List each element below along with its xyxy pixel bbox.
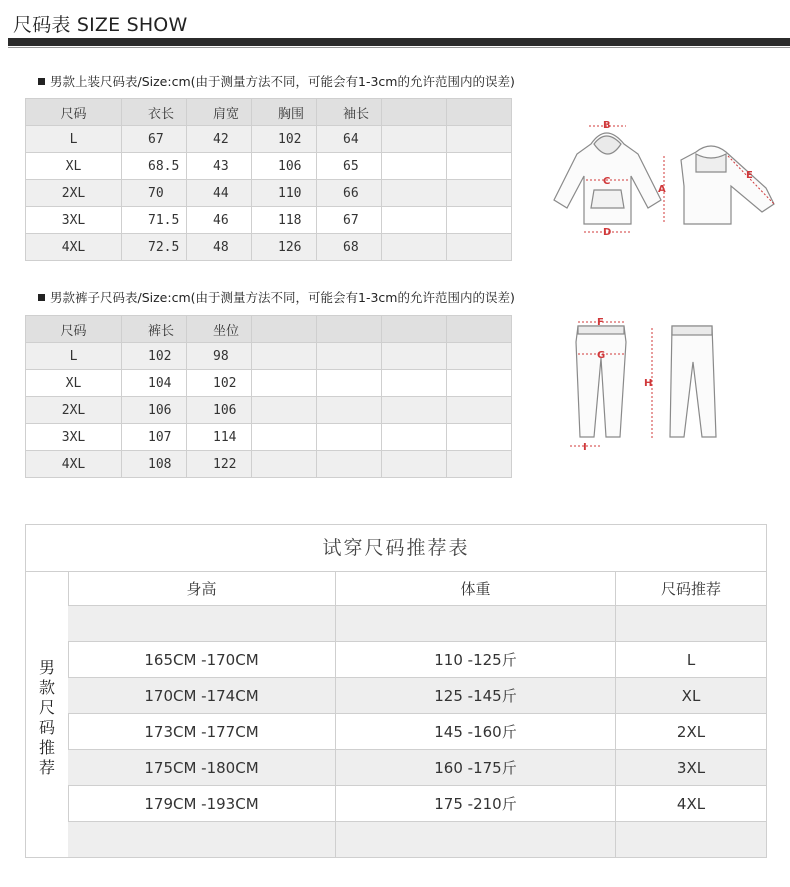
table-row bbox=[68, 714, 766, 750]
table-cell bbox=[447, 397, 512, 424]
table-cell: 2XL bbox=[616, 714, 766, 750]
label-g: G bbox=[597, 350, 606, 361]
label-h: H bbox=[644, 378, 653, 389]
table-cell: 114 bbox=[187, 424, 252, 451]
pants-table-caption bbox=[38, 288, 515, 306]
table-cell: 98 bbox=[187, 343, 252, 370]
table-cell bbox=[447, 451, 512, 478]
table-cell bbox=[68, 822, 336, 858]
header-divider-thin bbox=[8, 47, 790, 48]
label-i: I bbox=[583, 442, 587, 453]
table-row bbox=[68, 642, 766, 678]
table-cell: 110 -125斤 bbox=[336, 642, 616, 678]
table-cell: 126 bbox=[252, 234, 317, 261]
table-cell: 122 bbox=[187, 451, 252, 478]
table-cell bbox=[447, 180, 512, 207]
table-cell: 106 bbox=[252, 153, 317, 180]
table-cell: 43 bbox=[187, 153, 252, 180]
table-cell: 2XL bbox=[26, 397, 122, 424]
table-cell bbox=[336, 606, 616, 642]
header-divider bbox=[8, 38, 790, 46]
table-cell: 4XL bbox=[616, 786, 766, 822]
table-row bbox=[68, 750, 766, 786]
table-cell bbox=[382, 207, 447, 234]
pants-size-table bbox=[25, 315, 512, 478]
table-cell bbox=[447, 207, 512, 234]
table-cell: L bbox=[26, 126, 122, 153]
table-cell bbox=[382, 397, 447, 424]
table-cell bbox=[382, 180, 447, 207]
table-cell: 64 bbox=[317, 126, 382, 153]
table-row bbox=[68, 678, 766, 714]
bullet-square-icon bbox=[38, 294, 45, 301]
top-caption-text: 男款上装尺码表/Size:cm(由于测量方法不同，可能会有1-3cm的允许范围内的误差) bbox=[50, 74, 515, 89]
table-cell: 145 -160斤 bbox=[336, 714, 616, 750]
table-cell: 107 bbox=[122, 424, 187, 451]
table-cell bbox=[317, 451, 382, 478]
table-header-row bbox=[26, 316, 512, 343]
table-cell: 3XL bbox=[26, 424, 122, 451]
table-cell: 68 bbox=[317, 234, 382, 261]
table-cell: 179CM -193CM bbox=[68, 786, 336, 822]
table-cell: 170CM -174CM bbox=[68, 678, 336, 714]
table-row bbox=[26, 370, 512, 397]
table-row bbox=[26, 126, 512, 153]
table-cell: 106 bbox=[187, 397, 252, 424]
table-cell: 108 bbox=[122, 451, 187, 478]
hoodie-measurement-diagram bbox=[536, 112, 780, 247]
table-header-cell bbox=[252, 316, 317, 343]
table-cell: 68.5 bbox=[122, 153, 187, 180]
table-row bbox=[26, 180, 512, 207]
side-label-char: 码 bbox=[38, 718, 55, 737]
table-cell bbox=[252, 370, 317, 397]
table-cell bbox=[252, 343, 317, 370]
table-cell: XL bbox=[616, 678, 766, 714]
table-cell bbox=[616, 606, 766, 642]
table-cell: 67 bbox=[122, 126, 187, 153]
page-title: 尺码表 SIZE SHOW bbox=[13, 14, 188, 36]
header-weight: 体重 bbox=[336, 572, 616, 606]
pants-measurement-diagram bbox=[556, 312, 736, 457]
table-header-cell bbox=[382, 99, 447, 126]
table-header-cell bbox=[447, 316, 512, 343]
label-c: C bbox=[603, 176, 611, 187]
table-cell bbox=[252, 451, 317, 478]
table-cell bbox=[447, 370, 512, 397]
table-row bbox=[26, 424, 512, 451]
table-cell: 102 bbox=[252, 126, 317, 153]
label-a: A bbox=[658, 184, 666, 195]
size-recommendation-table bbox=[25, 524, 767, 858]
table-cell: L bbox=[26, 343, 122, 370]
table-cell bbox=[317, 424, 382, 451]
table-cell: 3XL bbox=[26, 207, 122, 234]
table-cell bbox=[252, 397, 317, 424]
table-cell: 2XL bbox=[26, 180, 122, 207]
table-row bbox=[26, 343, 512, 370]
table-cell: 165CM -170CM bbox=[68, 642, 336, 678]
table-header-cell: 尺码 bbox=[26, 316, 122, 343]
table-cell: 118 bbox=[252, 207, 317, 234]
table-cell: 72.5 bbox=[122, 234, 187, 261]
table-header-cell: 裤长 bbox=[122, 316, 187, 343]
table-cell bbox=[382, 451, 447, 478]
table-cell bbox=[382, 234, 447, 261]
top-size-table bbox=[25, 98, 512, 261]
table-header-cell bbox=[382, 316, 447, 343]
table-row bbox=[68, 786, 766, 822]
table-cell bbox=[317, 397, 382, 424]
table-header-cell: 肩宽 bbox=[187, 99, 252, 126]
table-cell bbox=[336, 822, 616, 858]
label-e: E bbox=[746, 170, 753, 181]
table-cell bbox=[317, 370, 382, 397]
table-cell: 102 bbox=[187, 370, 252, 397]
table-cell bbox=[382, 126, 447, 153]
table-row bbox=[26, 397, 512, 424]
table-cell: 110 bbox=[252, 180, 317, 207]
table-cell: 175CM -180CM bbox=[68, 750, 336, 786]
table-cell: XL bbox=[26, 153, 122, 180]
header-height: 身高 bbox=[68, 572, 336, 606]
table-cell: 44 bbox=[187, 180, 252, 207]
table-header-cell: 坐位 bbox=[187, 316, 252, 343]
table-cell: 106 bbox=[122, 397, 187, 424]
header-size: 尺码推荐 bbox=[616, 572, 766, 606]
table-cell: 175 -210斤 bbox=[336, 786, 616, 822]
table-cell: 3XL bbox=[616, 750, 766, 786]
table-header-cell: 尺码 bbox=[26, 99, 122, 126]
table-cell bbox=[447, 234, 512, 261]
table-cell: L bbox=[616, 642, 766, 678]
table-cell bbox=[382, 424, 447, 451]
table-header-cell bbox=[317, 316, 382, 343]
table-cell: 4XL bbox=[26, 234, 122, 261]
table-header-cell bbox=[447, 99, 512, 126]
table-cell bbox=[447, 126, 512, 153]
table-cell: 4XL bbox=[26, 451, 122, 478]
side-label-char: 尺 bbox=[38, 698, 55, 717]
table-cell bbox=[447, 153, 512, 180]
pants-caption-text: 男款裤子尺码表/Size:cm(由于测量方法不同，可能会有1-3cm的允许范围内的误差) bbox=[50, 290, 515, 305]
side-label-char: 款 bbox=[38, 678, 55, 697]
label-d: D bbox=[603, 227, 612, 238]
side-label-char: 男 bbox=[38, 658, 55, 677]
side-label-char: 推 bbox=[38, 738, 55, 757]
table-cell bbox=[382, 370, 447, 397]
table-cell: 173CM -177CM bbox=[68, 714, 336, 750]
table-cell bbox=[447, 424, 512, 451]
table-cell bbox=[447, 343, 512, 370]
table-header-cell: 衣长 bbox=[122, 99, 187, 126]
recommendation-title: 试穿尺码推荐表 bbox=[26, 525, 766, 572]
top-table-caption bbox=[38, 72, 515, 90]
table-cell: XL bbox=[26, 370, 122, 397]
page-header bbox=[0, 0, 790, 44]
table-cell: 48 bbox=[187, 234, 252, 261]
table-cell: 42 bbox=[187, 126, 252, 153]
table-row bbox=[26, 451, 512, 478]
table-cell: 104 bbox=[122, 370, 187, 397]
table-cell: 66 bbox=[317, 180, 382, 207]
table-cell: 46 bbox=[187, 207, 252, 234]
table-cell: 125 -145斤 bbox=[336, 678, 616, 714]
table-row bbox=[26, 207, 512, 234]
table-cell: 70 bbox=[122, 180, 187, 207]
recommendation-side-label bbox=[26, 658, 68, 778]
table-cell bbox=[68, 606, 336, 642]
table-cell: 67 bbox=[317, 207, 382, 234]
table-header-cell: 袖长 bbox=[317, 99, 382, 126]
label-b: B bbox=[603, 120, 611, 131]
side-label-char: 荐 bbox=[38, 758, 55, 777]
table-row bbox=[26, 234, 512, 261]
table-header-cell: 胸围 bbox=[252, 99, 317, 126]
recommendation-side-column bbox=[26, 572, 69, 858]
bullet-square-icon bbox=[38, 78, 45, 85]
table-row bbox=[26, 153, 512, 180]
table-cell bbox=[252, 424, 317, 451]
label-f: F bbox=[597, 317, 604, 328]
table-row bbox=[68, 606, 766, 642]
table-cell bbox=[317, 343, 382, 370]
table-cell: 65 bbox=[317, 153, 382, 180]
table-cell: 160 -175斤 bbox=[336, 750, 616, 786]
table-cell bbox=[616, 822, 766, 858]
table-cell: 102 bbox=[122, 343, 187, 370]
table-cell: 71.5 bbox=[122, 207, 187, 234]
table-row bbox=[68, 822, 766, 858]
table-header-row bbox=[26, 99, 512, 126]
table-cell bbox=[382, 343, 447, 370]
table-cell bbox=[382, 153, 447, 180]
